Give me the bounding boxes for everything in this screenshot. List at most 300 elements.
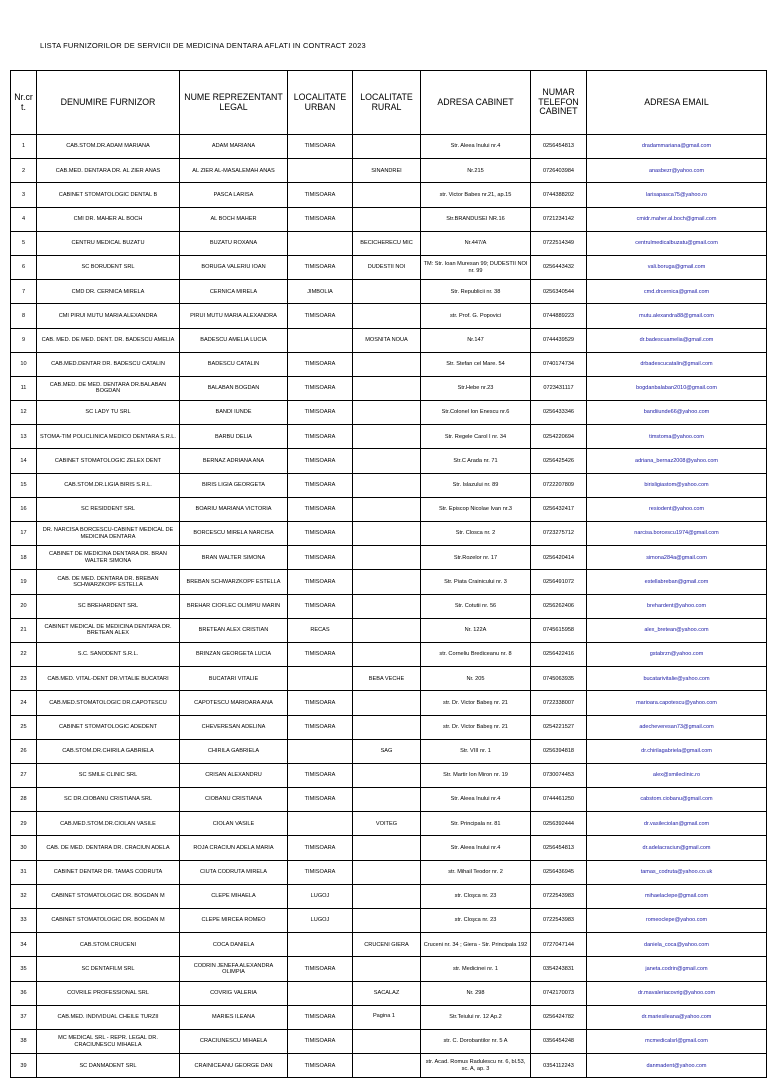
cell-telefon: 0254221527 [531, 715, 587, 739]
cell-nr: 27 [11, 763, 37, 787]
cell-urban: TIMISOARA [288, 1054, 353, 1078]
cell-furnizor: SC DENTAFILM SRL [37, 957, 180, 981]
cell-furnizor: CABINET STOMATOLOGIC DR. BOGDAN M [37, 884, 180, 908]
cell-email[interactable]: daniela_coca@yahoo.com [587, 933, 767, 957]
cell-urban: LUGOJ [288, 909, 353, 933]
table-row [11, 739, 767, 763]
cell-adresa: Str.Colonel Ion Enescu nr.6 [421, 401, 531, 425]
cell-rural [353, 860, 421, 884]
table-body [11, 135, 767, 1078]
cell-rural: MOSNITA NOUA [353, 328, 421, 352]
cell-adresa: str. Dr. Victor Babeş nr. 21 [421, 715, 531, 739]
cell-rural [353, 594, 421, 618]
cell-email[interactable]: vali.boruga@gmail.com [587, 255, 767, 279]
cell-adresa: str. Prof. G. Popovici [421, 304, 531, 328]
cell-email[interactable]: dr.chirilagabriela@gmail.com [587, 739, 767, 763]
cell-adresa: Str. Cotutii nr. 56 [421, 594, 531, 618]
table-row [11, 763, 767, 787]
cell-reprezentant: CHIRILA GABRIELA [180, 739, 288, 763]
cell-telefon: 0256340544 [531, 280, 587, 304]
cell-rural: SINANDREI [353, 159, 421, 183]
cell-urban [288, 667, 353, 691]
cell-reprezentant: BRETEAN ALEX CRISTIAN [180, 618, 288, 642]
cell-furnizor: CAB.MED.STOM.DR.CIOLAN VASILE [37, 812, 180, 836]
cell-rural [353, 763, 421, 787]
cell-adresa: Nr.215 [421, 159, 531, 183]
cell-email[interactable]: bucatarivitalie@yahoo.com [587, 667, 767, 691]
cell-adresa: Nr. 205 [421, 667, 531, 691]
cell-rural [353, 642, 421, 666]
cell-furnizor: CAB. MED. DE MED. DENT. DR. BADESCU AMELIA [37, 328, 180, 352]
cell-email[interactable]: simona284a@gmail.com [587, 546, 767, 570]
cell-furnizor: CABINET STOMATOLOGIC DR. BOGDAN M [37, 909, 180, 933]
cell-email[interactable]: larisapasca75@yahoo.ro [587, 183, 767, 207]
cell-reprezentant: CERNICA MIRELA [180, 280, 288, 304]
cell-telefon: 0745063935 [531, 667, 587, 691]
cell-nr: 3 [11, 183, 37, 207]
cell-urban: TIMISOARA [288, 715, 353, 739]
table-row [11, 255, 767, 279]
cell-nr: 38 [11, 1029, 37, 1053]
cell-rural [353, 570, 421, 594]
cell-telefon: 0256420414 [531, 546, 587, 570]
table-row [11, 1029, 767, 1053]
cell-telefon: 0722207809 [531, 473, 587, 497]
cell-telefon: 0722543983 [531, 884, 587, 908]
table-row [11, 328, 767, 352]
cell-telefon: 0745615958 [531, 618, 587, 642]
cell-rural [353, 449, 421, 473]
cell-urban: TIMISOARA [288, 401, 353, 425]
cell-nr: 13 [11, 425, 37, 449]
cell-telefon: 0740174734 [531, 352, 587, 376]
cell-reprezentant: CODRIN JENEFA ALEXANDRA OLIMPIA [180, 957, 288, 981]
cell-nr: 9 [11, 328, 37, 352]
cell-telefon: 0721234142 [531, 207, 587, 231]
cell-nr: 25 [11, 715, 37, 739]
cell-rural [353, 207, 421, 231]
cell-email[interactable]: mutu.alexandra88@gmail.com [587, 304, 767, 328]
cell-rural [353, 522, 421, 546]
cell-telefon: 0254220694 [531, 425, 587, 449]
cell-email[interactable]: tamas_codruta@yahoo.co.uk [587, 860, 767, 884]
table-row [11, 884, 767, 908]
cell-email[interactable]: mihaelaclepe@gmail.com [587, 884, 767, 908]
cell-urban: TIMISOARA [288, 449, 353, 473]
cell-furnizor: CAB.MED. INDIVIDUAL CHEILE TURZII [37, 1005, 180, 1029]
document-title: LISTA FURNIZORILOR DE SERVICII DE MEDICINA DENTARA AFLATI IN CONTRACT 2023 [40, 41, 366, 50]
cell-furnizor: CAB.STOM.DR.LIGIA BIRIS S.R.L. [37, 473, 180, 497]
cell-email[interactable]: adriana_bernaz2008@yahoo.com [587, 449, 767, 473]
cell-nr: 21 [11, 618, 37, 642]
cell-adresa: TM: Str. Ioan Muresan 99; DUDESTII NOI nr. 99 [421, 255, 531, 279]
cell-furnizor: CABINET DE MEDICINA DENTARA DR. BRAN WALTER SIMONA [37, 546, 180, 570]
cell-urban: TIMISOARA [288, 135, 353, 159]
header-telefon: NUMAR TELEFON CABINET [531, 71, 587, 135]
cell-adresa: Str. Episcop Nicolae Ivan nr.3 [421, 497, 531, 521]
table-row [11, 376, 767, 400]
cell-nr: 15 [11, 473, 37, 497]
cell-adresa: Nr. 122A [421, 618, 531, 642]
cell-adresa: str. Cloşca nr. 23 [421, 909, 531, 933]
cell-urban [288, 231, 353, 255]
cell-rural [353, 546, 421, 570]
cell-adresa: str. Corneliu Brediceanu nr. 8 [421, 642, 531, 666]
cell-email[interactable]: dr.badescuamelia@gmail.com [587, 328, 767, 352]
cell-telefon: 0354243831 [531, 957, 587, 981]
cell-email[interactable]: brehardent@yahoo.com [587, 594, 767, 618]
header-urban: LOCALITATE URBAN [288, 71, 353, 135]
cell-nr: 20 [11, 594, 37, 618]
cell-rural [353, 352, 421, 376]
cell-urban: TIMISOARA [288, 570, 353, 594]
cell-furnizor: SC BREHARDENT SRL [37, 594, 180, 618]
cell-rural [353, 376, 421, 400]
cell-urban [288, 739, 353, 763]
header-email: ADRESA EMAIL [587, 71, 767, 135]
cell-furnizor: SC DANMADENT SRL [37, 1054, 180, 1078]
cell-telefon: 0256394818 [531, 739, 587, 763]
cell-furnizor: STOMA-TIM POLICLINICA MEDICO DENTARA S.R.L. [37, 425, 180, 449]
header-adresa: ADRESA CABINET [421, 71, 531, 135]
cell-urban: TIMISOARA [288, 1005, 353, 1029]
cell-furnizor: CAB.MED.DENTAR DR. BADESCU CATALIN [37, 352, 180, 376]
cell-telefon: 0256454813 [531, 135, 587, 159]
cell-adresa: str. Mihail Teodor nr. 2 [421, 860, 531, 884]
cell-adresa: Str. Aleea Inului nr.4 [421, 788, 531, 812]
cell-urban: TIMISOARA [288, 497, 353, 521]
cell-reprezentant: CRACIUNESCU MIHAELA [180, 1029, 288, 1053]
table-row [11, 981, 767, 1005]
cell-nr: 36 [11, 981, 37, 1005]
cell-rural [353, 1029, 421, 1053]
table-row [11, 231, 767, 255]
cell-telefon: 0256454813 [531, 836, 587, 860]
cell-adresa: Str. VIII nr. 1 [421, 739, 531, 763]
table-row [11, 207, 767, 231]
page-footer: Pagina 1 [372, 1013, 396, 1019]
cell-reprezentant: BADESCU AMELIA LUCIA [180, 328, 288, 352]
cell-nr: 6 [11, 255, 37, 279]
cell-reprezentant: BRAN WALTER SIMONA [180, 546, 288, 570]
cell-email[interactable]: anasbezr@yahoo.com [587, 159, 767, 183]
cell-rural: BEBA VECHE [353, 667, 421, 691]
cell-nr: 8 [11, 304, 37, 328]
cell-urban: TIMISOARA [288, 425, 353, 449]
cell-email[interactable]: dr.adelacraciun@gmail.com [587, 836, 767, 860]
cell-rural [353, 1054, 421, 1078]
cell-email[interactable]: dr.mavaleriacovrig@yahoo.com [587, 981, 767, 1005]
cell-reprezentant: CIUTA CODRUTA MIRELA [180, 860, 288, 884]
cell-furnizor: CMI PIRUI MUTU MARIA ALEXANDRA [37, 304, 180, 328]
cell-reprezentant: AL ZIER AL-MASALEMAH ANAS [180, 159, 288, 183]
table-row [11, 715, 767, 739]
cell-urban: LUGOJ [288, 884, 353, 908]
cell-adresa: Str.Rozelor nr. 17 [421, 546, 531, 570]
cell-urban: TIMISOARA [288, 546, 353, 570]
cell-rural [353, 909, 421, 933]
cell-furnizor: CABINET STOMATOLOGIC ZELEX DENT [37, 449, 180, 473]
cell-telefon: 0722543983 [531, 909, 587, 933]
cell-urban [288, 981, 353, 1005]
cell-email[interactable]: dradammariana@gmail.com [587, 135, 767, 159]
cell-telefon: 0722338007 [531, 691, 587, 715]
cell-reprezentant: PASCA LARISA [180, 183, 288, 207]
table-row [11, 909, 767, 933]
cell-email[interactable]: timstoma@yahoo.com [587, 425, 767, 449]
cell-nr: 24 [11, 691, 37, 715]
table-row [11, 594, 767, 618]
cell-furnizor: SC BORUDENT SRL [37, 255, 180, 279]
cell-furnizor: CAB.STOM.DR.ADAM MARIANA [37, 135, 180, 159]
cell-email[interactable]: alex_bretean@yahoo.com [587, 618, 767, 642]
cell-telefon: 0256425426 [531, 449, 587, 473]
cell-telefon: 0256424782 [531, 1005, 587, 1029]
cell-reprezentant: CIOLAN VASILE [180, 812, 288, 836]
cell-nr: 4 [11, 207, 37, 231]
cell-adresa: str. Cloşca nr. 23 [421, 884, 531, 908]
cell-urban [288, 933, 353, 957]
cell-nr: 19 [11, 570, 37, 594]
table-row [11, 546, 767, 570]
header-reprezentant: NUME REPREZENTANT LEGAL [180, 71, 288, 135]
cell-urban: TIMISOARA [288, 860, 353, 884]
cell-rural: CRUCENI GIERA [353, 933, 421, 957]
cell-reprezentant: CRAINICEANU GEORGE DAN [180, 1054, 288, 1078]
cell-email[interactable]: centrulmedicalbuzatu@gmail.com [587, 231, 767, 255]
cell-email[interactable]: marioara.capotescu@yahoo.com [587, 691, 767, 715]
cell-telefon: 0256422416 [531, 642, 587, 666]
cell-nr: 35 [11, 957, 37, 981]
cell-nr: 2 [11, 159, 37, 183]
cell-furnizor: COVRILE PROFESSIONAL SRL [37, 981, 180, 1005]
cell-reprezentant: BIRIS LIGIA GEORGETA [180, 473, 288, 497]
cell-nr: 18 [11, 546, 37, 570]
cell-adresa: str. Victor Babes nr.21, ap.15 [421, 183, 531, 207]
cell-email[interactable]: alex@smileclinic.ro [587, 763, 767, 787]
cell-rural: BECICHERECU MIC [353, 231, 421, 255]
cell-furnizor: CAB. DE MED. DENTARA DR. CRACIUN ADELA [37, 836, 180, 860]
cell-adresa: Str. Islazului nr. 89 [421, 473, 531, 497]
cell-telefon: 0744461250 [531, 788, 587, 812]
cell-telefon: 0723431117 [531, 376, 587, 400]
cell-adresa: Str. Closca nr. 2 [421, 522, 531, 546]
cell-email[interactable]: adecheveresan73@gmail.com [587, 715, 767, 739]
cell-urban: TIMISOARA [288, 207, 353, 231]
cell-email[interactable]: janeta.codrin@gmail.com [587, 957, 767, 981]
cell-urban: TIMISOARA [288, 763, 353, 787]
cell-email[interactable]: bandiiunde66@yahoo.com [587, 401, 767, 425]
cell-nr: 32 [11, 884, 37, 908]
cell-reprezentant: COVRIG VALERIA [180, 981, 288, 1005]
cell-rural: VOITEG [353, 812, 421, 836]
cell-telefon: 0730074453 [531, 763, 587, 787]
cell-reprezentant: COCA DANIELA [180, 933, 288, 957]
cell-telefon: 0256491072 [531, 570, 587, 594]
header-rural: LOCALITATE RURAL [353, 71, 421, 135]
cell-email[interactable]: cmd.drcernica@gmail.com [587, 280, 767, 304]
cell-email[interactable]: gstabrzn@yahoo.com [587, 642, 767, 666]
cell-adresa: Nr. 298 [421, 981, 531, 1005]
cell-reprezentant: BRINZAN GEORGETA LUCIA [180, 642, 288, 666]
cell-urban: TIMISOARA [288, 376, 353, 400]
cell-urban: TIMISOARA [288, 836, 353, 860]
cell-adresa: Cruceni nr. 34 ; Giera - Str. Principala 192 [421, 933, 531, 957]
cell-urban: TIMISOARA [288, 957, 353, 981]
cell-urban: TIMISOARA [288, 352, 353, 376]
cell-email[interactable]: birisligiastom@yahoo.com [587, 473, 767, 497]
cell-urban [288, 159, 353, 183]
cell-nr: 34 [11, 933, 37, 957]
cell-email[interactable]: dr.vasileciolan@gmail.com [587, 812, 767, 836]
cell-furnizor: CAB.STOM.CRUCENI [37, 933, 180, 957]
table-row [11, 183, 767, 207]
cell-nr: 29 [11, 812, 37, 836]
cell-rural [353, 183, 421, 207]
cell-adresa: str. C. Dorobantilor nr. 5 A [421, 1029, 531, 1053]
cell-telefon: 0256392444 [531, 812, 587, 836]
cell-rural [353, 304, 421, 328]
cell-urban: TIMISOARA [288, 183, 353, 207]
cell-furnizor: CABINET STOMATOLOGIC DENTAL B [37, 183, 180, 207]
cell-nr: 22 [11, 642, 37, 666]
cell-urban: TIMISOARA [288, 522, 353, 546]
cell-email[interactable]: cmidr.maher.al.boch@gmail.com [587, 207, 767, 231]
cell-email[interactable]: estellabreban@gmail.com [587, 570, 767, 594]
cell-reprezentant: MARIES ILEANA [180, 1005, 288, 1029]
cell-telefon: 0256433346 [531, 401, 587, 425]
cell-email[interactable]: cabstom.ciobanu@gmail.com [587, 788, 767, 812]
table-row [11, 788, 767, 812]
cell-adresa: Str.Teiului nr. 12 Ap.2 [421, 1005, 531, 1029]
cell-rural [353, 884, 421, 908]
cell-nr: 17 [11, 522, 37, 546]
table-row [11, 860, 767, 884]
table-row [11, 691, 767, 715]
cell-furnizor: CAB.MED.STOMATOLOGIC DR.CAPOTESCU [37, 691, 180, 715]
cell-reprezentant: BREHAR CIOFLEC OLIMPIU MARIN [180, 594, 288, 618]
cell-reprezentant: CLEPE MIRCEA ROMEO [180, 909, 288, 933]
cell-adresa: Nr.447/A [421, 231, 531, 255]
cell-reprezentant: BORUGA VALERIU IOAN [180, 255, 288, 279]
table-row [11, 280, 767, 304]
table-row [11, 449, 767, 473]
cell-adresa: Nr.147 [421, 328, 531, 352]
table-row [11, 642, 767, 666]
cell-rural [353, 691, 421, 715]
cell-urban: TIMISOARA [288, 594, 353, 618]
cell-rural [353, 618, 421, 642]
cell-nr: 33 [11, 909, 37, 933]
cell-reprezentant: BALABAN BOGDAN [180, 376, 288, 400]
cell-adresa: Str. Stefan cel Mare. 54 [421, 352, 531, 376]
cell-nr: 30 [11, 836, 37, 860]
cell-reprezentant: BOARIU MARIANA VICTORIA [180, 497, 288, 521]
cell-reprezentant: ADAM MARIANA [180, 135, 288, 159]
cell-email[interactable]: narcisa.borcescu1974@gmail.com [587, 522, 767, 546]
cell-urban: TIMISOARA [288, 473, 353, 497]
cell-rural [353, 473, 421, 497]
cell-telefon: 0354112243 [531, 1054, 587, 1078]
cell-nr: 16 [11, 497, 37, 521]
cell-email[interactable]: dr.mariesileana@yahoo.com [587, 1005, 767, 1029]
cell-urban: TIMISOARA [288, 788, 353, 812]
cell-rural [353, 401, 421, 425]
cell-reprezentant: BADESCU CATALIN [180, 352, 288, 376]
cell-reprezentant: CLEPE MIHAELA [180, 884, 288, 908]
cell-urban [288, 328, 353, 352]
cell-rural [353, 135, 421, 159]
cell-furnizor: CAB.MED. VITAL-DENT DR.VITALIE BUCATARI [37, 667, 180, 691]
cell-telefon: 0744439529 [531, 328, 587, 352]
cell-reprezentant: CHEVERESAN ADELINA [180, 715, 288, 739]
cell-email[interactable]: drbadescucatalin@gmail.com [587, 352, 767, 376]
cell-nr: 10 [11, 352, 37, 376]
cell-adresa: Str. Aleea Inului nr.4 [421, 135, 531, 159]
cell-telefon: 0726403984 [531, 159, 587, 183]
table-row [11, 933, 767, 957]
cell-nr: 37 [11, 1005, 37, 1029]
cell-nr: 11 [11, 376, 37, 400]
cell-furnizor: MC MEDICAL SRL - REPR. LEGAL DR. CRACIUNESCU MIHAELA [37, 1029, 180, 1053]
cell-furnizor: CAB.STOM.DR.CHIRILA GABRIELA [37, 739, 180, 763]
cell-nr: 12 [11, 401, 37, 425]
cell-furnizor: CABINET MEDICAL DE MEDICINA DENTARA DR. BRETEAN ALEX [37, 618, 180, 642]
table-row [11, 304, 767, 328]
cell-reprezentant: PIRUI MUTU MARIA ALEXANDRA [180, 304, 288, 328]
cell-furnizor: SC SMILE CLINIC SRL [37, 763, 180, 787]
cell-reprezentant: AL BOCH MAHER [180, 207, 288, 231]
table-row [11, 522, 767, 546]
cell-rural: SAG [353, 739, 421, 763]
table-row [11, 836, 767, 860]
cell-reprezentant: BANDI IUNDE [180, 401, 288, 425]
cell-nr: 39 [11, 1054, 37, 1078]
cell-email[interactable]: mcmedicalsrl@gmail.com [587, 1029, 767, 1053]
header-nr: Nr.cr t. [11, 71, 37, 135]
cell-rural [353, 425, 421, 449]
header-row [11, 71, 767, 135]
cell-urban: JIMBOLIA [288, 280, 353, 304]
cell-telefon: 0256436945 [531, 860, 587, 884]
table-row [11, 352, 767, 376]
cell-nr: 28 [11, 788, 37, 812]
table-row [11, 1054, 767, 1078]
cell-furnizor: DR. NARCISA BORCESCU-CABINET MEDICAL DE MEDICINA DENTARA [37, 522, 180, 546]
cell-reprezentant: CAPOTESCU MARIOARA ANA [180, 691, 288, 715]
cell-furnizor: CAB.MED. DE MED. DENTARA DR.BALABAN BOGDAN [37, 376, 180, 400]
cell-reprezentant: BARBU DELIA [180, 425, 288, 449]
cell-email[interactable]: danmadent@yahoo.com [587, 1054, 767, 1078]
table-row [11, 401, 767, 425]
cell-telefon: 0744388202 [531, 183, 587, 207]
cell-telefon: 0744889223 [531, 304, 587, 328]
cell-email[interactable]: bogdanbalaban2010@gmail.com [587, 376, 767, 400]
cell-urban: TIMISOARA [288, 255, 353, 279]
cell-urban [288, 812, 353, 836]
cell-urban: TIMISOARA [288, 691, 353, 715]
cell-furnizor: CENTRU MEDICAL BUZATU [37, 231, 180, 255]
cell-urban: TIMISOARA [288, 642, 353, 666]
cell-rural: DUDESTII NOI [353, 255, 421, 279]
cell-adresa: Str. Aleea Inului nr.4 [421, 836, 531, 860]
table-row [11, 425, 767, 449]
cell-email[interactable]: resiodent@yahoo.com [587, 497, 767, 521]
table-row [11, 812, 767, 836]
cell-reprezentant: BREBAN SCHWARZKOPF ESTELLA [180, 570, 288, 594]
cell-email[interactable]: romeoclepe@yahoo.com [587, 909, 767, 933]
cell-nr: 31 [11, 860, 37, 884]
